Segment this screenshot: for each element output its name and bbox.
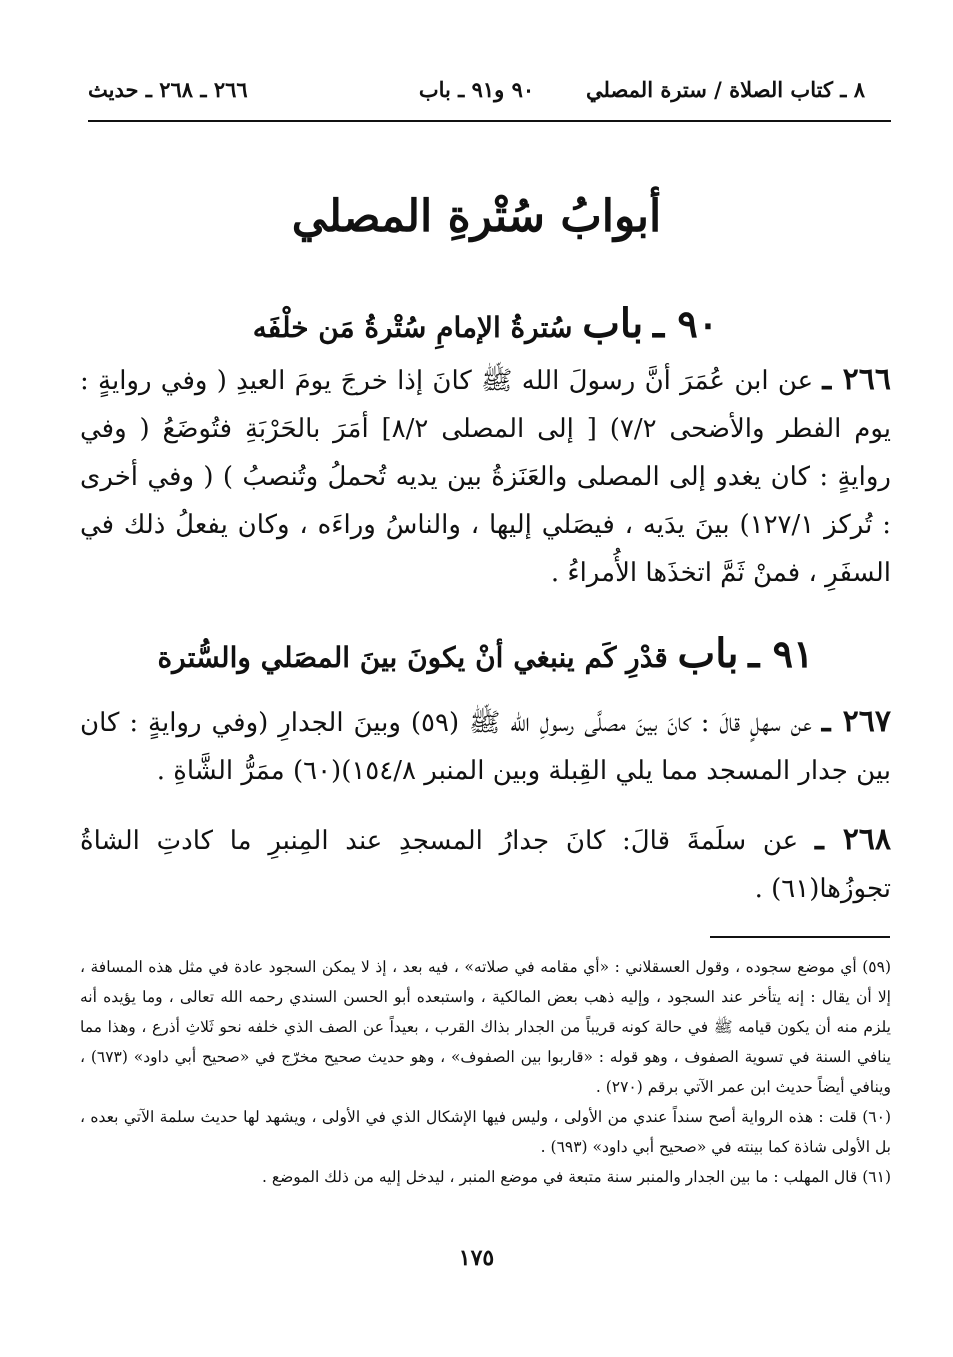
footnote-59: (٥٩) أي موضع سجوده ، وقول العسقلاني : «أي مقامه في صلاته» ، فيه بعد ، إذ لا يمكن السجود عادة في مثل هذه المسافة ، إلا أن يقال : إنه يتأخر عند السجود ، وإليه ذهب بعض المالكية ، واستبعده أبو الحسن السندي رحمه الله تعالى ، وما يؤيده أنه يلزم منه أن يكون قيامه ﷺ في حالة كونه قريباً من الجدار بذاك القرب ، بعيداً عن الصف الذي خلفه نحو ثَلاثِ أذرع ، وهذا مما ينافي السنة في تسوية الصفوف ، وهو قوله : «قاربوا بين الصفوف» ، وهو حديث صحيح مخرّج في «صحيح أبي داود» (٦٧٣) ، وينافي أيضاً حديث ابن عمر الآتي برقم (٢٧٠) . <box>80 958 891 1096</box>
footnote-60: (٦٠) قلت : هذه الرواية أصح سنداً عندي من الأولى ، وليس فيها الإشكال الذي في الأولى ، ويشهد لها حديث سلمة الآتي بعده ، بل الأولى شاذة كما بينته في «صحيح أبي داود» (٦٩٣) . <box>80 1108 891 1156</box>
hadith-267-text: عن سهلٍ قالَ : كانَ بينَ مصلَّى رسولِ الله ﷺ (٥٩) وبينَ الجدارِ (وفي روايةٍ : كان بين جدار المسجد مما يلي القِبلة وبين المنبر ١٥٤/٨)(٦٠) ممَرُّ الشَّاةِ . <box>80 708 891 786</box>
hadith-267-number: ٢٦٧ ـ <box>821 704 891 739</box>
bab-91-heading <box>80 622 891 686</box>
bab-91-word: باب <box>677 630 739 677</box>
footnotes <box>80 952 891 1192</box>
header-hadith-range: ٢٦٦ ـ ٢٦٨ ـ حديث <box>88 77 248 102</box>
bab-90-heading <box>80 292 891 356</box>
header-divider <box>88 120 891 122</box>
hadith-266-number: ٢٦٦ ـ <box>822 362 891 397</box>
bab-91-number: ٩١ ـ <box>748 631 814 676</box>
hadith-267 <box>80 698 891 795</box>
page-number: ١٧٥ <box>458 1245 495 1271</box>
hadith-266-text: عن ابن عُمَرَ أنَّ رسولَ الله ﷺ كانَ إذا خرجَ يومَ العيدِ ( وفي روايةٍ : يوم الفطر والأضحى ٧/٢) [ إلى المصلى ٨/٢] أمَرَ بالحَرْبَةِ فتُوضَعُ ( وفي روايةٍ : كان يغدو إلى المصلى والعَنَزةُ بين يديه تُحملُ وتُنصبُ ) ( وفي أخرى : تُركز ١٢٧/١) بينَ يدَيه ، فيصَلي إليها ، والناسُ وراءَه ، وكان يفعلُ ذلك في السفَرِ ، فمنْ ثَمَّ اتخذَها الأُمراءُ . <box>80 366 891 588</box>
footnote-61: (٦١) قال المهلب : ما بين الجدار والمنبر سنة متبعة في موضع المنبر ، ليدخل إليه من ذلك الموضع . <box>261 1168 891 1186</box>
footnote-divider <box>710 936 890 938</box>
bab-90-title: سُترةُ الإمامِ سُتْرةُ مَن خلْفَه <box>252 311 573 344</box>
running-header <box>88 70 865 110</box>
hadith-268 <box>80 816 891 913</box>
header-bab-numbers: ٩٠ و٩١ ـ باب <box>418 77 535 102</box>
bab-90-number: ٩٠ ـ <box>653 301 719 346</box>
header-book-chapter: ٨ ـ كتاب الصلاة / سترة المصلي <box>585 77 865 102</box>
hadith-268-number: ٢٦٨ ـ <box>814 822 892 857</box>
section-title: أبوابُ سُتْرةِ المصلي <box>291 191 662 242</box>
bab-90-word: باب <box>582 300 644 347</box>
hadith-266 <box>80 356 891 597</box>
bab-91-title: قدْرِ كَم ينبغي أنْ يكونَ بينَ المصَلي والسُّترة <box>157 641 668 674</box>
hadith-268-text: عن سلَمةَ قالَ: كانَ جدارُ المسجدِ عند المِنبرِ ما كادتِ الشاةُ تجوزُها(٦١) . <box>80 826 891 904</box>
